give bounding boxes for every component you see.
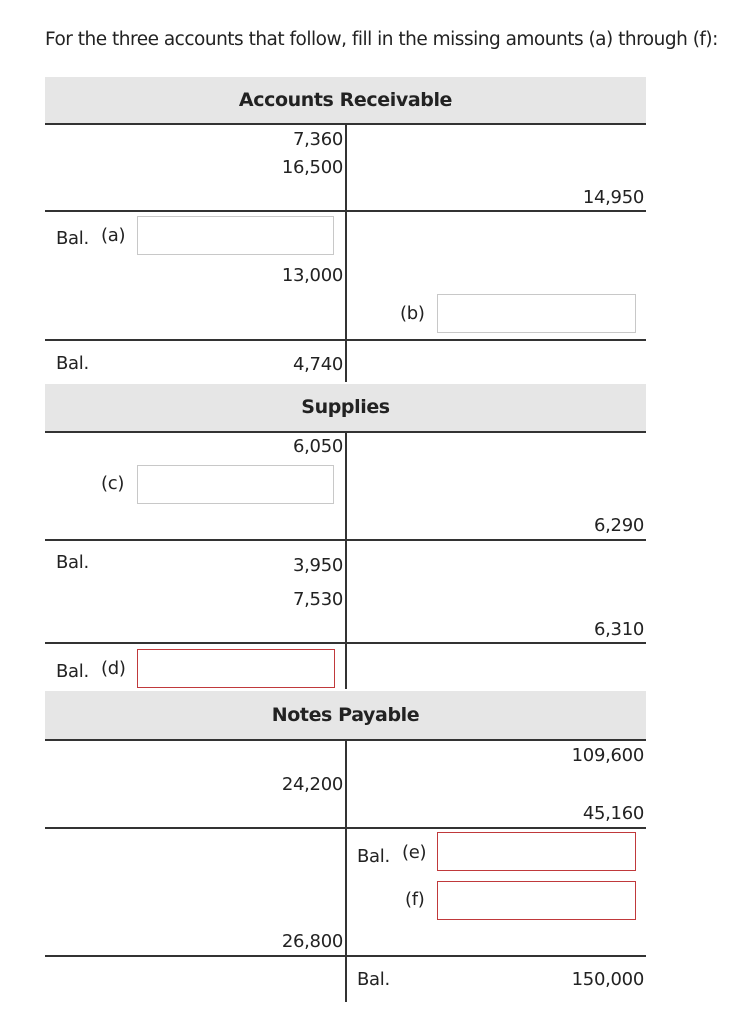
np-e-label: (e): [402, 842, 427, 863]
np-balance-value: 150,000: [571, 969, 644, 990]
supplies-bal-label-2: Bal.: [56, 661, 89, 682]
ar-bal-label-2: Bal.: [56, 353, 89, 374]
np-bal-label-1: Bal.: [357, 846, 390, 867]
instructions-text: For the three accounts that follow, fill in the missing amounts (a) through (f):: [45, 29, 718, 50]
ar-t-account-divider: [345, 125, 347, 382]
supplies-credit-2: 6,310: [593, 619, 644, 640]
np-debit-1: 24,200: [281, 774, 343, 795]
accounts-receivable-header: Accounts Receivable: [45, 77, 646, 125]
answer-e-input[interactable]: [437, 832, 636, 871]
supplies-debit-3: 7,530: [292, 589, 343, 610]
np-debit-2: 26,800: [281, 931, 343, 952]
np-rule-2: [45, 955, 646, 957]
supplies-credit-1: 6,290: [593, 515, 644, 536]
answer-d-input[interactable]: [137, 649, 335, 688]
ar-rule-2: [45, 339, 646, 341]
answer-f-input[interactable]: [437, 881, 636, 920]
np-credit-2: 45,160: [582, 803, 644, 824]
np-credit-1: 109,600: [571, 745, 644, 766]
supplies-c-label: (c): [101, 473, 125, 494]
supplies-d-label: (d): [101, 658, 126, 679]
np-rule-1: [45, 827, 646, 829]
ar-credit-1: 14,950: [582, 187, 644, 208]
ar-b-label: (b): [400, 303, 425, 324]
ar-debit-2: 16,500: [281, 157, 343, 178]
ar-debit-1: 7,360: [292, 129, 343, 150]
notes-payable-header: Notes Payable: [45, 691, 646, 741]
answer-c-input[interactable]: [137, 465, 334, 504]
supplies-debit-1: 6,050: [292, 436, 343, 457]
supplies-rule-1: [45, 539, 646, 541]
np-f-label: (f): [405, 889, 425, 910]
np-bal-label-2: Bal.: [357, 969, 390, 990]
ar-a-label: (a): [101, 225, 126, 246]
answer-a-input[interactable]: [137, 216, 334, 255]
ar-balance-value: 4,740: [292, 354, 343, 375]
ar-bal-label-1: Bal.: [56, 228, 89, 249]
supplies-debit-2: 3,950: [292, 555, 343, 576]
answer-b-input[interactable]: [437, 294, 636, 333]
np-t-account-divider: [345, 741, 347, 1002]
ar-rule-1: [45, 210, 646, 212]
supplies-t-account-divider: [345, 433, 347, 689]
supplies-bal-label-1: Bal.: [56, 552, 89, 573]
supplies-header: Supplies: [45, 384, 646, 433]
ar-debit-3: 13,000: [281, 265, 343, 286]
supplies-rule-2: [45, 642, 646, 644]
